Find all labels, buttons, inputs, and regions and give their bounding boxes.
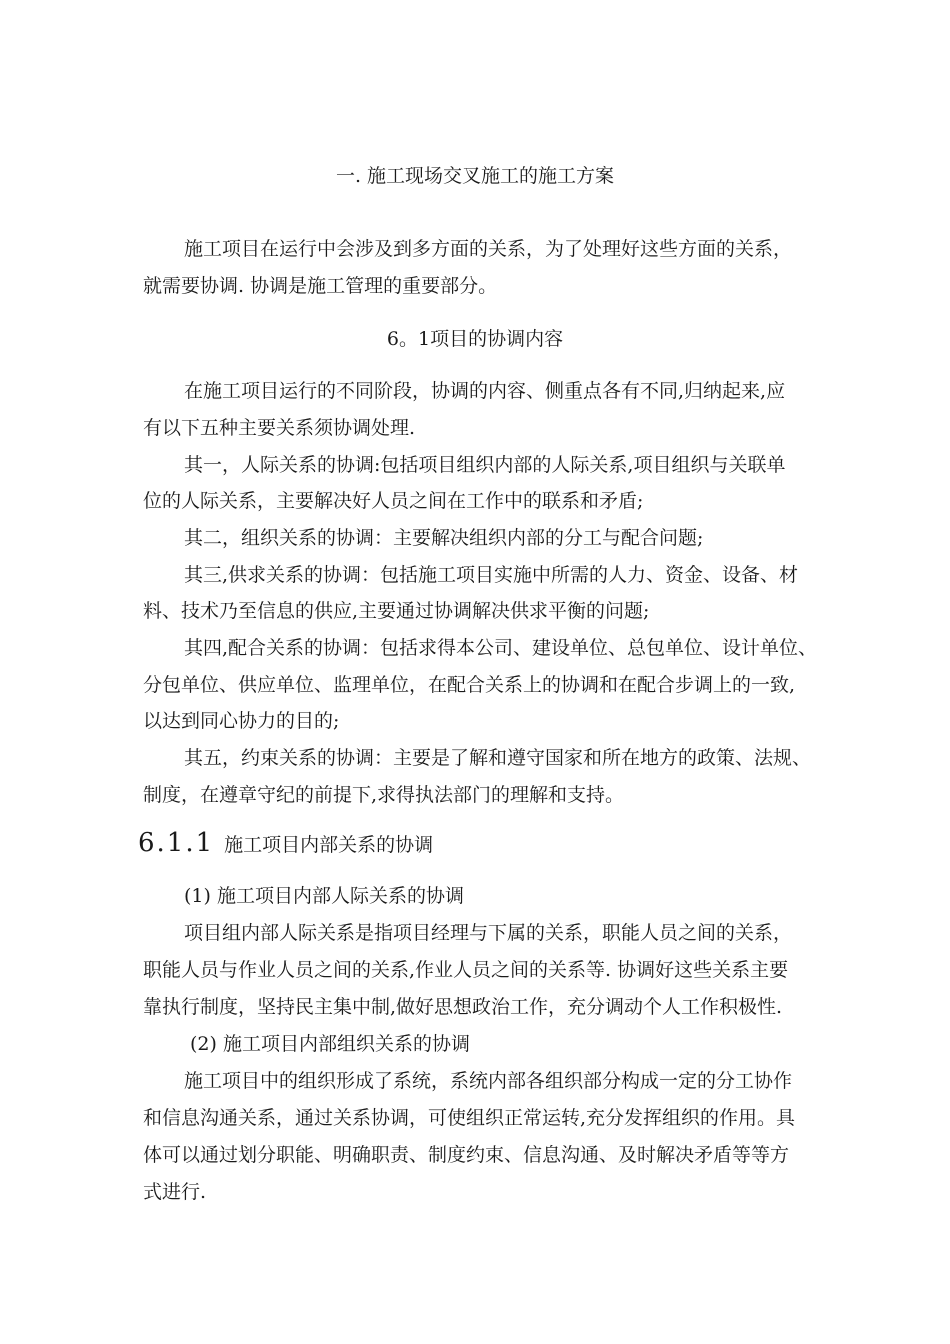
item-5-line-2: 制度，在遵章守纪的前提下,求得执法部门的理解和支持。 [143, 784, 625, 806]
item-3-line-2: 料、技术乃至信息的供应,主要通过协调解决供求平衡的问题; [143, 600, 650, 622]
item-4-line-3: 以达到同心协力的目的; [143, 710, 340, 732]
section-6-1-1-heading [138, 828, 433, 858]
page-title: 一. 施工现场交叉施工的施工方案 [335, 165, 615, 187]
item-4-line-1: 其四,配合关系的协调：包括求得本公司、建设单位、总包单位、设计单位、 [184, 637, 818, 659]
section-6-1-1-number: 6.1.1 [138, 828, 215, 858]
subsection-1-line-1: 项目组内部人际关系是指项目经理与下属的关系，职能人员之间的关系， [184, 922, 793, 944]
intro-line-2: 就需要协调. 协调是施工管理的重要部分。 [143, 275, 498, 297]
subsection-1-line-3: 靠执行制度，坚持民主集中制,做好思想政治工作，充分调动个人工作积极性. [143, 996, 783, 1018]
intro-line-1: 施工项目在运行中会涉及到多方面的关系，为了处理好这些方面的关系， [184, 238, 793, 260]
section-6-1-heading: 6。1项目的协调内容 [386, 328, 564, 350]
subsection-2-line-1: 施工项目中的组织形成了系统，系统内部各组织部分构成一定的分工协作 [184, 1070, 793, 1092]
item-5-line-1: 其五，约束关系的协调：主要是了解和遵守国家和所在地方的政策、法规、 [184, 747, 812, 769]
subsection-1-heading: (1) 施工项目内部人际关系的协调 [184, 885, 464, 907]
item-1-line-2: 位的人际关系，主要解决好人员之间在工作中的联系和矛盾; [143, 490, 644, 512]
subsection-2-line-4: 式进行. [143, 1181, 207, 1203]
section-6-1-intro-line-1: 在施工项目运行的不同阶段，协调的内容、侧重点各有不同,归纳起来,应 [184, 380, 786, 402]
subsection-2-line-3: 体可以通过划分职能、明确职责、制度约束、信息沟通、及时解决矛盾等等方 [143, 1144, 790, 1166]
item-3-line-1: 其三,供求关系的协调：包括施工项目实施中所需的人力、资金、设备、材 [184, 564, 799, 586]
item-4-line-2: 分包单位、供应单位、监理单位，在配合关系上的协调和在配合步调上的一致, [143, 674, 796, 696]
subsection-1-line-2: 职能人员与作业人员之间的关系,作业人员之间的关系等. 协调好这些关系主要 [143, 959, 789, 981]
item-1-line-1: 其一，人际关系的协调:包括项目组织内部的人际关系,项目组织与关联单 [184, 454, 786, 476]
subsection-2-heading: (2) 施工项目内部组织关系的协调 [190, 1033, 470, 1055]
section-6-1-1-title: 施工项目内部关系的协调 [224, 834, 434, 856]
item-2-line-1: 其二，组织关系的协调：主要解决组织内部的分工与配合问题; [184, 527, 704, 549]
subsection-2-line-2: 和信息沟通关系，通过关系协调，可使组织正常运转,充分发挥组织的作用。具 [143, 1107, 796, 1129]
section-6-1-intro-line-2: 有以下五种主要关系须协调处理. [143, 417, 416, 439]
